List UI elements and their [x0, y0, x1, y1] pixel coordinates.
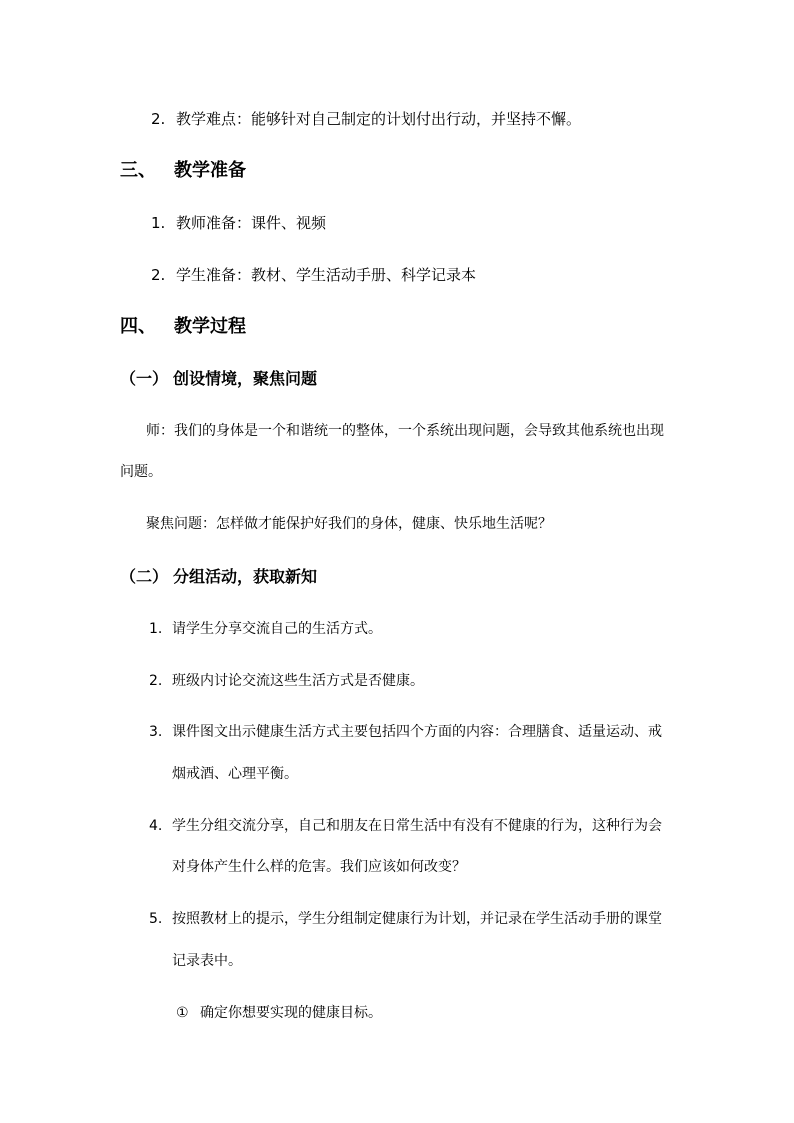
- focus-question: 聚焦问题：怎样做才能保护好我们的身体，健康、快乐地生活呢？: [146, 516, 552, 532]
- subsection-title: 创设情境，聚焦问题: [173, 369, 318, 388]
- list-item: [149, 816, 662, 836]
- list-number: 2.: [149, 673, 163, 689]
- list-item: [149, 722, 662, 742]
- list-text-continued: 对身体产生什么样的危害。我们应该如何改变？: [172, 859, 466, 875]
- paragraph-line: 师：我们的身体是一个和谐统一的整体，一个系统出现问题，会导致其他系统也出现: [146, 423, 664, 439]
- list-number: 3.: [149, 724, 163, 740]
- subsection-number: （一）: [120, 369, 169, 388]
- list-text-continued: 烟戒酒、心理平衡。: [172, 766, 298, 782]
- list-text: 请学生分享交流自己的生活方式。: [172, 621, 382, 637]
- list-item: [151, 265, 476, 285]
- section-title: 教学过程: [174, 316, 246, 337]
- list-item: [149, 619, 382, 639]
- list-number: 4.: [149, 818, 163, 834]
- subsection-heading-group-activity: [120, 566, 317, 588]
- list-text: 按照教材上的提示，学生分组制定健康行为计划，并记录在学生活动手册的课堂: [172, 911, 662, 927]
- list-item: [151, 213, 326, 233]
- subsection-heading-scenario: [120, 368, 317, 390]
- list-text: 课件图文出示健康生活方式主要包括四个方面的内容：合理膳食、适量运动、戒: [172, 724, 662, 740]
- list-text: 班级内讨论交流这些生活方式是否健康。: [172, 673, 424, 689]
- difficulty-item: [151, 109, 581, 129]
- section-number: 三、: [120, 160, 156, 181]
- section-heading-process: [120, 315, 246, 339]
- circled-number: ①: [176, 1005, 189, 1021]
- list-item: [149, 909, 662, 929]
- subsection-number: （二）: [120, 567, 169, 586]
- sub-list-item: [176, 1003, 382, 1023]
- list-number: 1.: [149, 621, 163, 637]
- list-text: 确定你想要实现的健康目标。: [200, 1005, 382, 1021]
- subsection-title: 分组活动，获取新知: [173, 567, 318, 586]
- section-title: 教学准备: [174, 160, 246, 181]
- list-number: 2.: [151, 266, 166, 284]
- list-text: 学生分组交流分享，自己和朋友在日常生活中有没有不健康的行为，这种行为会: [172, 818, 662, 834]
- list-number: 5.: [149, 911, 163, 927]
- section-heading-preparation: [120, 159, 246, 183]
- list-text-continued: 记录表中。: [172, 953, 242, 969]
- list-text: 教学难点：能够针对自己制定的计划付出行动，并坚持不懈。: [176, 110, 582, 128]
- list-number: 1.: [151, 214, 166, 232]
- list-item: [149, 671, 424, 691]
- list-text: 教师准备：课件、视频: [176, 214, 327, 232]
- list-text: 学生准备：教材、学生活动手册、科学记录本: [176, 266, 477, 284]
- section-number: 四、: [120, 316, 156, 337]
- list-number: 2.: [151, 110, 166, 128]
- paragraph-line: 问题。: [120, 464, 162, 480]
